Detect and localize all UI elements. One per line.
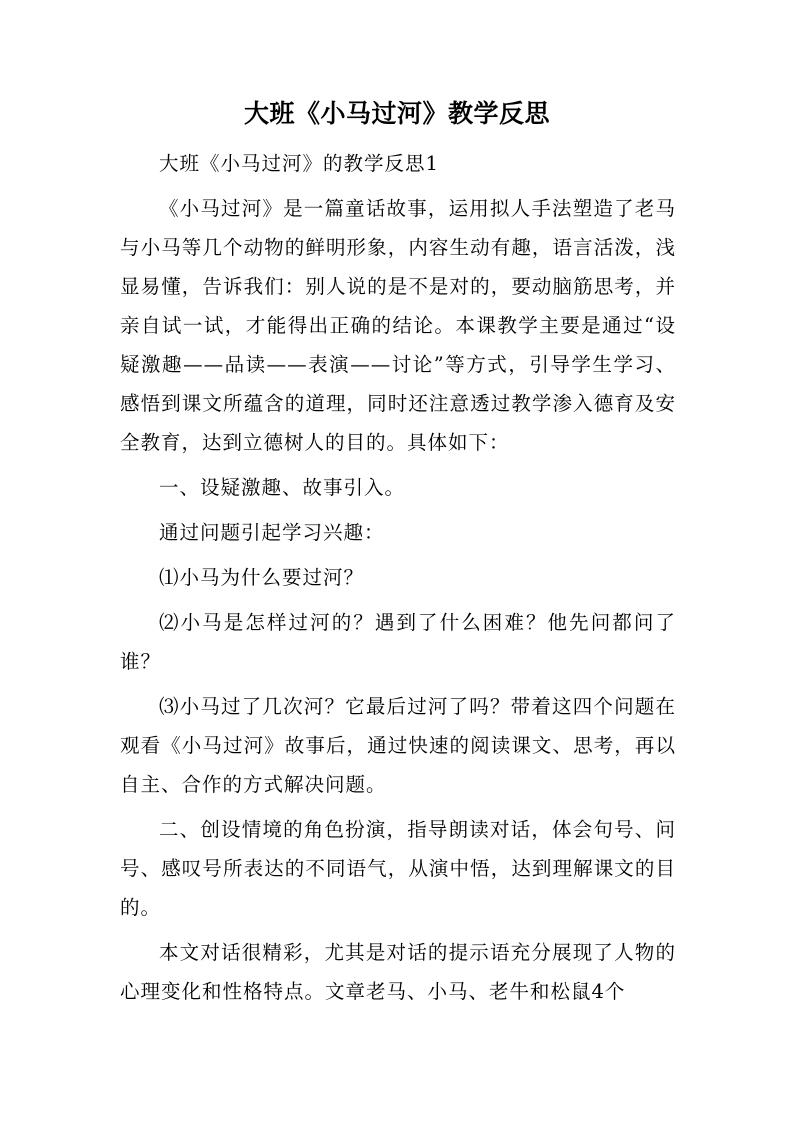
document-body bbox=[120, 144, 676, 1017]
paragraph: ⑶小马过了几次河？它最后过河了吗？带着这四个问题在观看《小马过河》故事后，通过快速的阅读课文、思考，再以自主、合作的方式解决问题。 bbox=[120, 695, 676, 796]
paragraph: ⑵小马是怎样过河的？遇到了什么困难？他先问都问了谁？ bbox=[120, 611, 676, 673]
paragraph: 一、设疑激趣、故事引入。 bbox=[159, 476, 406, 499]
paragraph: 通过问题引起学习兴趣： bbox=[159, 521, 385, 544]
document-title: 大班《小马过河》教学反思 bbox=[243, 99, 550, 128]
paragraph: 本文对话很精彩，尤其是对话的提示语充分展现了人物的心理变化和性格特点。文章老马、小马、老牛和松鼠4个 bbox=[120, 941, 676, 1003]
paragraph: 《小马过河》是一篇童话故事，运用拟人手法塑造了老马与小马等几个动物的鲜明形象，内容生动有趣，语言活泼，浅显易懂，告诉我们：别人说的是不是对的，要动脑筋思考，并亲自试一试，才能得出正确的结论。本课教学主要是通过“设疑激趣——品读——表演——讨论”等方式，引导学生学习、感悟到课文所蕴含的道理，同时还注意透过教学渗入德育及安全教育，达到立德树人的目的。具体如下： bbox=[120, 197, 676, 454]
paragraph: 二、创设情境的角色扮演，指导朗读对话，体会句号、问号、感叹号所表达的不同语气，从演中悟，达到理解课文的目的。 bbox=[120, 818, 676, 919]
section-heading: 大班《小马过河》的教学反思1 bbox=[159, 152, 439, 175]
paragraph: ⑴小马为什么要过河？ bbox=[159, 566, 365, 589]
